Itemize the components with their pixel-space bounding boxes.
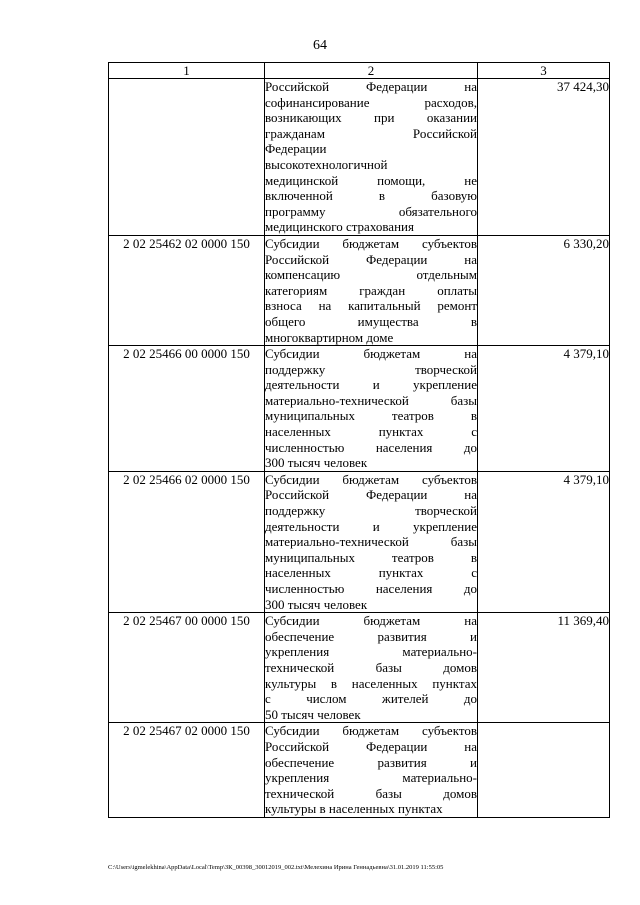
description-line: Субсидии бюджетам субъектов (265, 235, 477, 251)
budget-code-cell: 2 02 25467 00 0000 150 (109, 613, 265, 723)
description-line: Российской Федерации на (265, 251, 477, 267)
amount-cell: 4 379,10 (478, 346, 610, 472)
description-line: обеспечение развития и (265, 628, 477, 644)
budget-code-cell (109, 79, 265, 236)
description-line: деятельности и укрепление (265, 377, 477, 393)
description-line: 300 тысяч человек (265, 455, 368, 471)
description-line: категориям граждан оплаты (265, 282, 477, 298)
description-line: софинансирование расходов, (265, 94, 477, 110)
description-cell (265, 346, 478, 472)
table-row (109, 235, 610, 345)
description-line: высокотехнологичной (265, 156, 388, 172)
description-cell (265, 723, 478, 818)
description-line: 300 тысяч человек (265, 596, 368, 612)
description-line: Субсидии бюджетам субъектов (265, 471, 477, 487)
table-row (109, 723, 610, 818)
budget-table (108, 62, 610, 818)
description-line: медицинского страхования (265, 219, 414, 235)
description-line: населенных пунктах с (265, 565, 477, 581)
description-line: материально-технической базы (265, 534, 477, 550)
description-line: с числом жителей до (265, 691, 477, 707)
column-header-amount: 3 (478, 63, 610, 79)
description-line: общего имущества в (265, 313, 477, 329)
description-line: укрепления материально- (265, 770, 477, 786)
description-line: укрепления материально- (265, 644, 477, 660)
description-line: включенной в базовую (265, 188, 477, 204)
description-line: деятельности и укрепление (265, 518, 477, 534)
description-line: Российской Федерации на (265, 738, 477, 754)
description-line: технической базы домов (265, 785, 477, 801)
description-line: возникающих при оказании (265, 110, 477, 126)
table-row (109, 613, 610, 723)
table-header-row (109, 63, 610, 79)
table-row (109, 346, 610, 472)
description-line: культуры в населенных пунктах (265, 675, 477, 691)
table-body (109, 79, 610, 818)
table-row (109, 471, 610, 612)
description-line: Федерации (265, 141, 327, 157)
description-line: культуры в населенных пунктах (265, 801, 443, 817)
description-cell (265, 613, 478, 723)
amount-cell: 11 369,40 (478, 613, 610, 723)
description-line: компенсацию отдельным (265, 267, 477, 283)
description-line: технической базы домов (265, 659, 477, 675)
description-line: медицинской помощи, не (265, 172, 477, 188)
page-number: 64 (313, 38, 327, 53)
file-path-footer: C:\Users\igmelekhina\AppData\Local\Temp\ЗК_00398_30012019_002.txt\Мелехина Ирина Геннадьевна\31.01.2019 11:55:05 (108, 864, 444, 871)
table-row (109, 79, 610, 236)
description-line: обеспечение развития и (265, 754, 477, 770)
description-cell (265, 235, 478, 345)
description-line: программу обязательного (265, 203, 477, 219)
budget-code-cell: 2 02 25467 02 0000 150 (109, 723, 265, 818)
description-line: численностью населения до (265, 581, 477, 596)
description-line: Субсидии бюджетам на (265, 613, 477, 629)
description-line: материально-технической базы (265, 392, 477, 408)
description-cell (265, 79, 478, 236)
description-line: 50 тысяч человек (265, 706, 361, 722)
description-line: поддержку творческой (265, 361, 477, 377)
amount-cell: 4 379,10 (478, 471, 610, 612)
description-line: Российской Федерации на (265, 79, 477, 94)
description-line: муниципальных театров в (265, 549, 477, 565)
description-line: численностью населения до (265, 439, 477, 455)
description-line: гражданам Российской (265, 125, 477, 141)
description-cell (265, 471, 478, 612)
budget-code-cell: 2 02 25466 00 0000 150 (109, 346, 265, 472)
amount-cell (478, 723, 610, 818)
column-header-description: 2 (265, 63, 478, 79)
description-line: Субсидии бюджетам на (265, 346, 477, 362)
description-line: многоквартирном доме (265, 329, 394, 345)
description-line: поддержку творческой (265, 503, 477, 519)
description-line: Субсидии бюджетам субъектов (265, 723, 477, 739)
amount-cell: 37 424,30 (478, 79, 610, 236)
description-line: Российской Федерации на (265, 487, 477, 503)
column-header-code: 1 (109, 63, 265, 79)
description-line: населенных пунктах с (265, 424, 477, 440)
budget-code-cell: 2 02 25466 02 0000 150 (109, 471, 265, 612)
description-line: муниципальных театров в (265, 408, 477, 424)
description-line: взноса на капитальный ремонт (265, 298, 477, 314)
budget-code-cell: 2 02 25462 02 0000 150 (109, 235, 265, 345)
amount-cell: 6 330,20 (478, 235, 610, 345)
